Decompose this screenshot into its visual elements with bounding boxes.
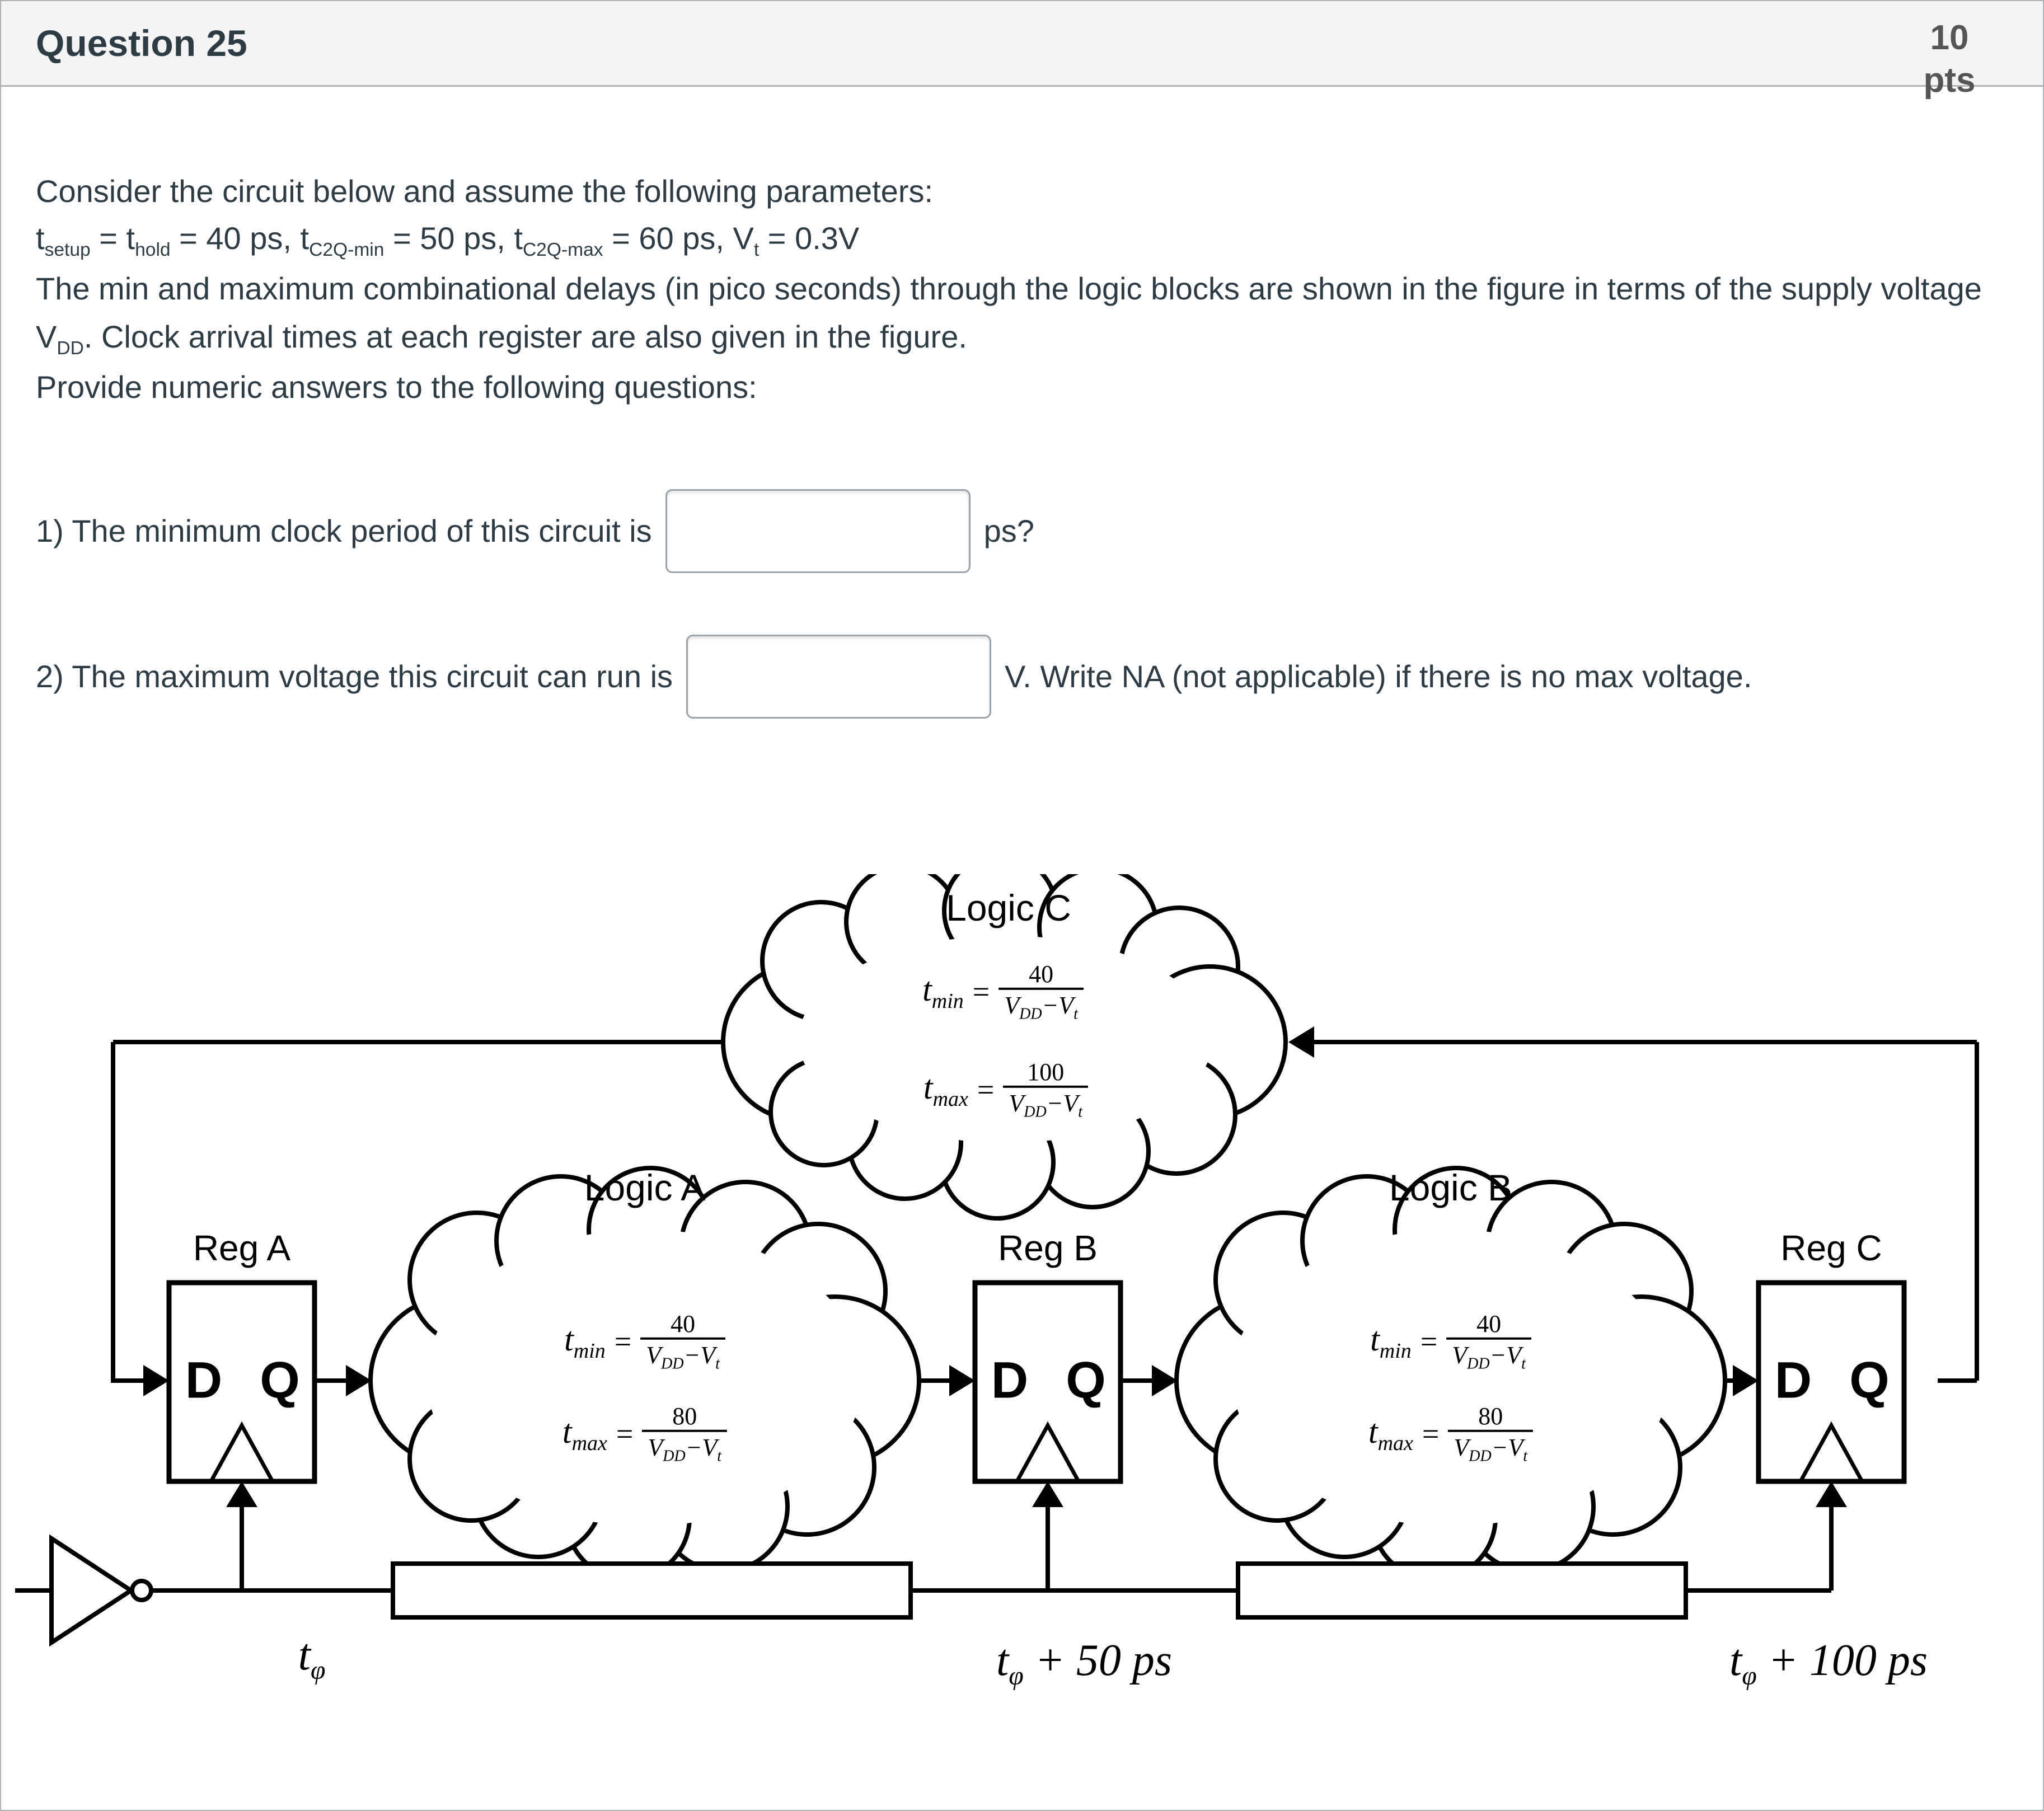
param-vt: V <box>733 220 754 256</box>
question-1-row <box>36 489 2008 573</box>
intro-paragraph: Consider the circuit below and assume the following parameters: <box>36 173 934 209</box>
reg-b-label: Reg B <box>998 1228 1098 1268</box>
question-header <box>1 1 2043 100</box>
parameters-line: $t_{setup} = t_{hold} = 40$ ps, $t_{C2Q-min} = 50$ ps, $t_{C2Q-max} = 60$ ps, $V_t = 0.3V$ <box>36 220 860 261</box>
q1-answer-input[interactable] <box>665 489 971 573</box>
reg-a-label: Reg A <box>193 1228 291 1268</box>
question-body <box>1 87 2043 719</box>
vdd-symbol: V <box>36 319 57 355</box>
arrow-clock-reg-b <box>1032 1481 1063 1507</box>
arrow-into-logic-b <box>1152 1365 1178 1396</box>
logic-c-tmin-formula: $t_{min}$ = $\frac{40}{V_{DD}-V_t}$ <box>922 960 1084 1023</box>
arrow-into-reg-a <box>143 1365 169 1396</box>
arrow-into-reg-c <box>1733 1365 1759 1396</box>
logic-c-label: Logic C <box>946 887 1071 928</box>
logic-b-tmax-formula: $t_{max}$ = $\frac{80}{V_{DD}-V_t}$ <box>1368 1402 1533 1465</box>
clock-delay-box-2 <box>1238 1564 1686 1617</box>
param-t-c2q-max: t <box>514 220 523 256</box>
q2-answer-input[interactable] <box>686 635 991 719</box>
question-2-unit: V. Write NA (not applicable) if there is no max voltage. <box>1005 658 1752 694</box>
logic-a-tmin-formula: $t_{min}$ = $\frac{40}{V_{DD}-V_t}$ <box>564 1310 725 1373</box>
logic-b-label: Logic B <box>1389 1167 1513 1208</box>
logic-b-tmin-formula: $t_{min}$ = $\frac{40}{V_{DD}-V_t}$ <box>1370 1310 1531 1373</box>
reg-b-d-pin: D <box>991 1352 1029 1409</box>
question-1-text: 1) The minimum clock period of this circuit is <box>36 513 652 548</box>
param-t-hold: t <box>126 220 135 256</box>
clock-tphi-label: $t_\varphi$ <box>298 1630 326 1685</box>
arrow-into-reg-b <box>949 1365 975 1396</box>
logic-a-tmax-formula: $t_{max}$ = $\frac{80}{V_{DD}-V_t}$ <box>562 1402 727 1465</box>
points-label: 10 pts <box>1923 18 1976 100</box>
param-t-c2q-min: t <box>300 220 310 256</box>
logic-a-label: Logic A <box>584 1167 706 1208</box>
clock-tphi-50-label: $t_\varphi + 50$ ps <box>996 1636 1172 1691</box>
reg-c-label: Reg C <box>1780 1228 1882 1268</box>
clock-buffer-icon <box>51 1538 151 1643</box>
logic-c-tmax-formula: $t_{max}$ = $\frac{100}{V_{DD}-V_t}$ <box>923 1058 1088 1121</box>
reg-b-q-pin: Q <box>1066 1352 1106 1409</box>
question-2-text: 2) The maximum voltage this circuit can run is <box>36 658 673 694</box>
instructions-paragraph: Provide numeric answers to the following questions: <box>36 369 757 405</box>
clock-delay-box-1 <box>393 1564 911 1617</box>
question-1-unit: ps? <box>983 513 1034 548</box>
clock-tphi-100-label: $t_\varphi + 100$ ps <box>1729 1636 1928 1691</box>
circuit-diagram <box>1 874 2044 1811</box>
arrow-clock-reg-c <box>1816 1481 1847 1507</box>
logic-b-cloud <box>1176 1168 1725 1579</box>
description-paragraph: The min and maximum combinational delays (in pico seconds) through the logic blocks are shown in the figure in terms of the supply voltage $V_{DD}$. Clock arrival times at each register are also given in the figure. <box>36 270 1982 359</box>
reg-c-d-pin: D <box>1774 1352 1812 1409</box>
reg-c-q-pin: Q <box>1849 1352 1890 1409</box>
reg-a-q-pin: Q <box>260 1352 300 1409</box>
arrow-clock-reg-a <box>226 1481 257 1507</box>
arrow-into-logic-a <box>346 1365 372 1396</box>
param-t-setup: t <box>36 220 45 256</box>
logic-a-cloud <box>371 1168 919 1579</box>
question-2-row <box>36 635 2008 719</box>
reg-a-d-pin: D <box>185 1352 223 1409</box>
question-title: Question 25 <box>36 22 247 64</box>
arrow-into-logic-c <box>1288 1026 1314 1058</box>
